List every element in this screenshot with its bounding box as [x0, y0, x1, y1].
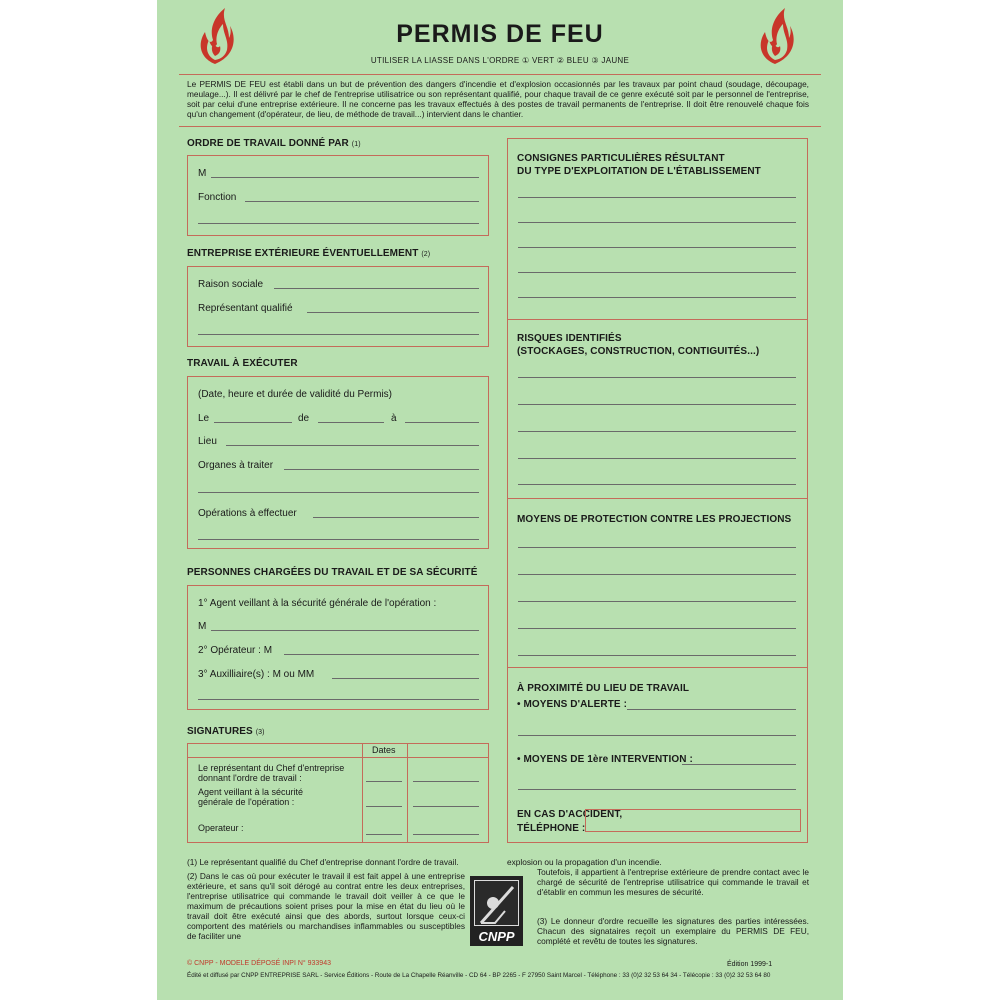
- alerte-field[interactable]: [627, 709, 796, 710]
- section-moyens-title: MOYENS DE PROTECTION CONTRE LES PROJECTIONS: [517, 514, 792, 525]
- personnes-operateur-label: 2° Opérateur : M: [198, 645, 273, 656]
- risques-line-1[interactable]: [518, 377, 796, 378]
- intervention-extra-field[interactable]: [518, 789, 796, 790]
- signatures-header-rule: [187, 757, 489, 758]
- travail-lieu-label: Lieu: [198, 436, 217, 447]
- ordre-fonction-label: Fonction: [198, 192, 237, 203]
- signature-row3-label: Operateur :: [198, 823, 244, 833]
- section-signatures-title: SIGNATURES (3): [187, 726, 265, 737]
- travail-to-field[interactable]: [405, 422, 479, 423]
- note-3: (3) Le donneur d'ordre recueille les signatures des parties intéressées. Chacun des signataires reçoit un exemplaire du PERMIS DE FEU, complété et revêtu de toutes les signatures.: [537, 916, 809, 946]
- consignes-line-1[interactable]: [518, 197, 796, 198]
- representant-field[interactable]: [307, 312, 479, 313]
- section-risques-title-2: (STOCKAGES, CONSTRUCTION, CONTIGUITÉS...): [517, 346, 760, 357]
- moyens-line-4[interactable]: [518, 628, 796, 629]
- risques-line-5[interactable]: [518, 484, 796, 485]
- travail-operations-label: Opérations à effectuer: [198, 508, 297, 519]
- section-risques-title: RISQUES IDENTIFIÉS: [517, 333, 622, 344]
- signature-row2-sign[interactable]: [413, 806, 479, 807]
- signatures-col-rule: [407, 743, 408, 843]
- travail-organes-field[interactable]: [284, 469, 479, 470]
- telephone-field[interactable]: [585, 809, 801, 832]
- travail-organes-label: Organes à traiter: [198, 460, 274, 471]
- moyens-line-5[interactable]: [518, 655, 796, 656]
- personnes-agent-label: 1° Agent veillant à la sécurité générale de l'opération :: [198, 598, 437, 609]
- personnes-m-label: M: [198, 621, 207, 632]
- note-2-continued: explosion ou la propagation d'un incendie.: [507, 857, 662, 867]
- signature-row1-date[interactable]: [366, 781, 402, 782]
- page-title: PERMIS DE FEU: [396, 20, 604, 48]
- section-consignes-title: CONSIGNES PARTICULIÈRES RÉSULTANT: [517, 153, 725, 164]
- cnpp-logo-text: CNPP: [478, 929, 515, 944]
- section-travail-title: TRAVAIL À EXÉCUTER: [187, 358, 298, 369]
- moyens-line-1[interactable]: [518, 547, 796, 548]
- personnes-extra-field[interactable]: [198, 699, 479, 700]
- travail-operations-extra-field[interactable]: [198, 539, 479, 540]
- cnpp-logo-graphic: [475, 881, 520, 927]
- risques-line-3[interactable]: [518, 431, 796, 432]
- consignes-line-4[interactable]: [518, 272, 796, 273]
- section-ordre-title: ORDRE DE TRAVAIL DONNÉ PAR (1): [187, 138, 361, 149]
- intro-text: Le PERMIS DE FEU est établi dans un but de prévention des dangers d'incendie et d'explosion occasionnés par les travaux par point chaud (soudage, découpage, meulage...). Il est délivré par le chef de l'entreprise utilisatrice ou son représentant qualifié, pour chaque travail de ce genre exécuté soit par le personnel de l'entreprise, soit par celui d'une entreprise extérieure. Il ne concerne pas les travaux effectués à des postes de travail permanents de l'entreprise. Il doit être renouvelé chaque fois qu'un changement (d'opérateur, de lieu, de méthode de travail...) intervient dans le chantier.: [187, 79, 809, 119]
- page-subtitle: UTILISER LA LIASSE DANS L'ORDRE ① VERT ② BLEU ③ JAUNE: [370, 56, 630, 65]
- telephone-label: TÉLÉPHONE :: [517, 823, 586, 834]
- risques-line-2[interactable]: [518, 404, 796, 405]
- alerte-extra-field[interactable]: [518, 735, 796, 736]
- travail-date-field[interactable]: [214, 422, 292, 423]
- personnes-auxiliaires-field[interactable]: [332, 678, 479, 679]
- signature-row1-label-2: donnant l'ordre de travail :: [198, 773, 302, 783]
- travail-le-label: Le: [198, 413, 210, 424]
- signatures-dates-header: Dates: [372, 745, 396, 755]
- intervention-label: • MOYENS DE 1ère INTERVENTION :: [517, 754, 693, 765]
- personnes-auxiliaires-label: 3° Auxilliaire(s) : M ou MM: [198, 669, 315, 680]
- cnpp-logo: [470, 876, 523, 946]
- travail-intro: (Date, heure et durée de validité du Permis): [198, 389, 392, 400]
- signature-row1-sign[interactable]: [413, 781, 479, 782]
- ordre-m-field[interactable]: [211, 177, 479, 178]
- accident-title: EN CAS D'ACCIDENT,: [517, 809, 623, 820]
- entreprise-extra-field[interactable]: [198, 334, 479, 335]
- footer-address: Édité et diffusé par CNPP ENTREPRISE SARL - Service Éditions - Route de La Chapelle Réanville - CD 64 - BP 2265 - F 27950 Saint Marcel - Téléphone : 33 (0)2 32 53 64 34 - Télécopie : 33 (0)2 32 53 64 80: [187, 972, 771, 979]
- section-personnes-title: PERSONNES CHARGÉES DU TRAVAIL ET DE SA SÉCURITÉ: [187, 567, 478, 578]
- signature-row1-label: Le représentant du Chef d'entreprise: [198, 763, 345, 773]
- note-2: (2) Dans le cas où pour exécuter le travail il est fait appel à une entreprise extérieure, et sans qu'il soit dérogé au contrat entre les deux entreprises, l'entreprise utilisatrice qui commande le travail doit veiller à ce que le maximum de précautions soient prises pour la mise en état du lieu où le travail doit être exécuté ainsi que des abords, surtout lorsque ceux-ci comportent des matériels ou marchandises inflammables ou susceptibles de faciliter une: [187, 871, 465, 941]
- right-column: [507, 138, 808, 843]
- intervention-field[interactable]: [682, 764, 796, 765]
- travail-de-label: de: [298, 413, 310, 424]
- section-consignes-title-2: DU TYPE D'EXPLOITATION DE L'ÉTABLISSEMENT: [517, 166, 761, 177]
- travail-a-label: à: [391, 413, 397, 424]
- travail-lieu-field[interactable]: [226, 445, 479, 446]
- divider: [179, 74, 821, 75]
- signature-row3-sign[interactable]: [413, 834, 479, 835]
- travail-operations-field[interactable]: [313, 517, 479, 518]
- divider: [179, 126, 821, 127]
- signature-row2-date[interactable]: [366, 806, 402, 807]
- right-divider: [507, 498, 808, 499]
- signature-row3-date[interactable]: [366, 834, 402, 835]
- consignes-line-2[interactable]: [518, 222, 796, 223]
- section-proximite-title: À PROXIMITÉ DU LIEU DE TRAVAIL: [517, 683, 690, 694]
- representant-label: Représentant qualifié: [198, 303, 293, 314]
- ordre-m-label: M: [198, 168, 207, 179]
- signatures-col-rule: [362, 743, 363, 843]
- consignes-line-3[interactable]: [518, 247, 796, 248]
- moyens-line-3[interactable]: [518, 601, 796, 602]
- cnpp-logo-mark: [474, 880, 519, 926]
- footer-edition: Édition 1999-1: [727, 961, 773, 968]
- consignes-line-5[interactable]: [518, 297, 796, 298]
- alerte-label: • MOYENS D'ALERTE :: [517, 699, 628, 710]
- note-1: (1) Le représentant qualifié du Chef d'entreprise donnant l'ordre de travail.: [187, 857, 459, 867]
- right-divider: [507, 319, 808, 320]
- travail-from-field[interactable]: [318, 422, 384, 423]
- raison-sociale-label: Raison sociale: [198, 279, 264, 290]
- note-2-toutefois: Toutefois, il appartient à l'entreprise extérieure de prendre contact avec le chargé de sécurité de l'entreprise utilisatrice qui commande le travail et d'établir en commun les mesures de sécurité.: [537, 867, 809, 897]
- travail-organes-extra-field[interactable]: [198, 492, 479, 493]
- personnes-agent-field[interactable]: [211, 630, 479, 631]
- right-divider: [507, 667, 808, 668]
- risques-line-4[interactable]: [518, 458, 796, 459]
- ordre-extra-field[interactable]: [198, 223, 479, 224]
- permit-form: [157, 0, 843, 1000]
- personnes-operateur-field[interactable]: [284, 654, 479, 655]
- signature-row2-label: Agent veillant à la sécurité: [198, 787, 304, 797]
- raison-sociale-field[interactable]: [274, 288, 479, 289]
- ordre-fonction-field[interactable]: [245, 201, 479, 202]
- signature-row2-label-2: générale de l'opération :: [198, 797, 295, 807]
- moyens-line-2[interactable]: [518, 574, 796, 575]
- section-entreprise-title: ENTREPRISE EXTÉRIEURE ÉVENTUELLEMENT (2): [187, 248, 431, 259]
- footer-copyright: © CNPP - MODELE DÉPOSÉ INPI N° 933943: [187, 960, 331, 967]
